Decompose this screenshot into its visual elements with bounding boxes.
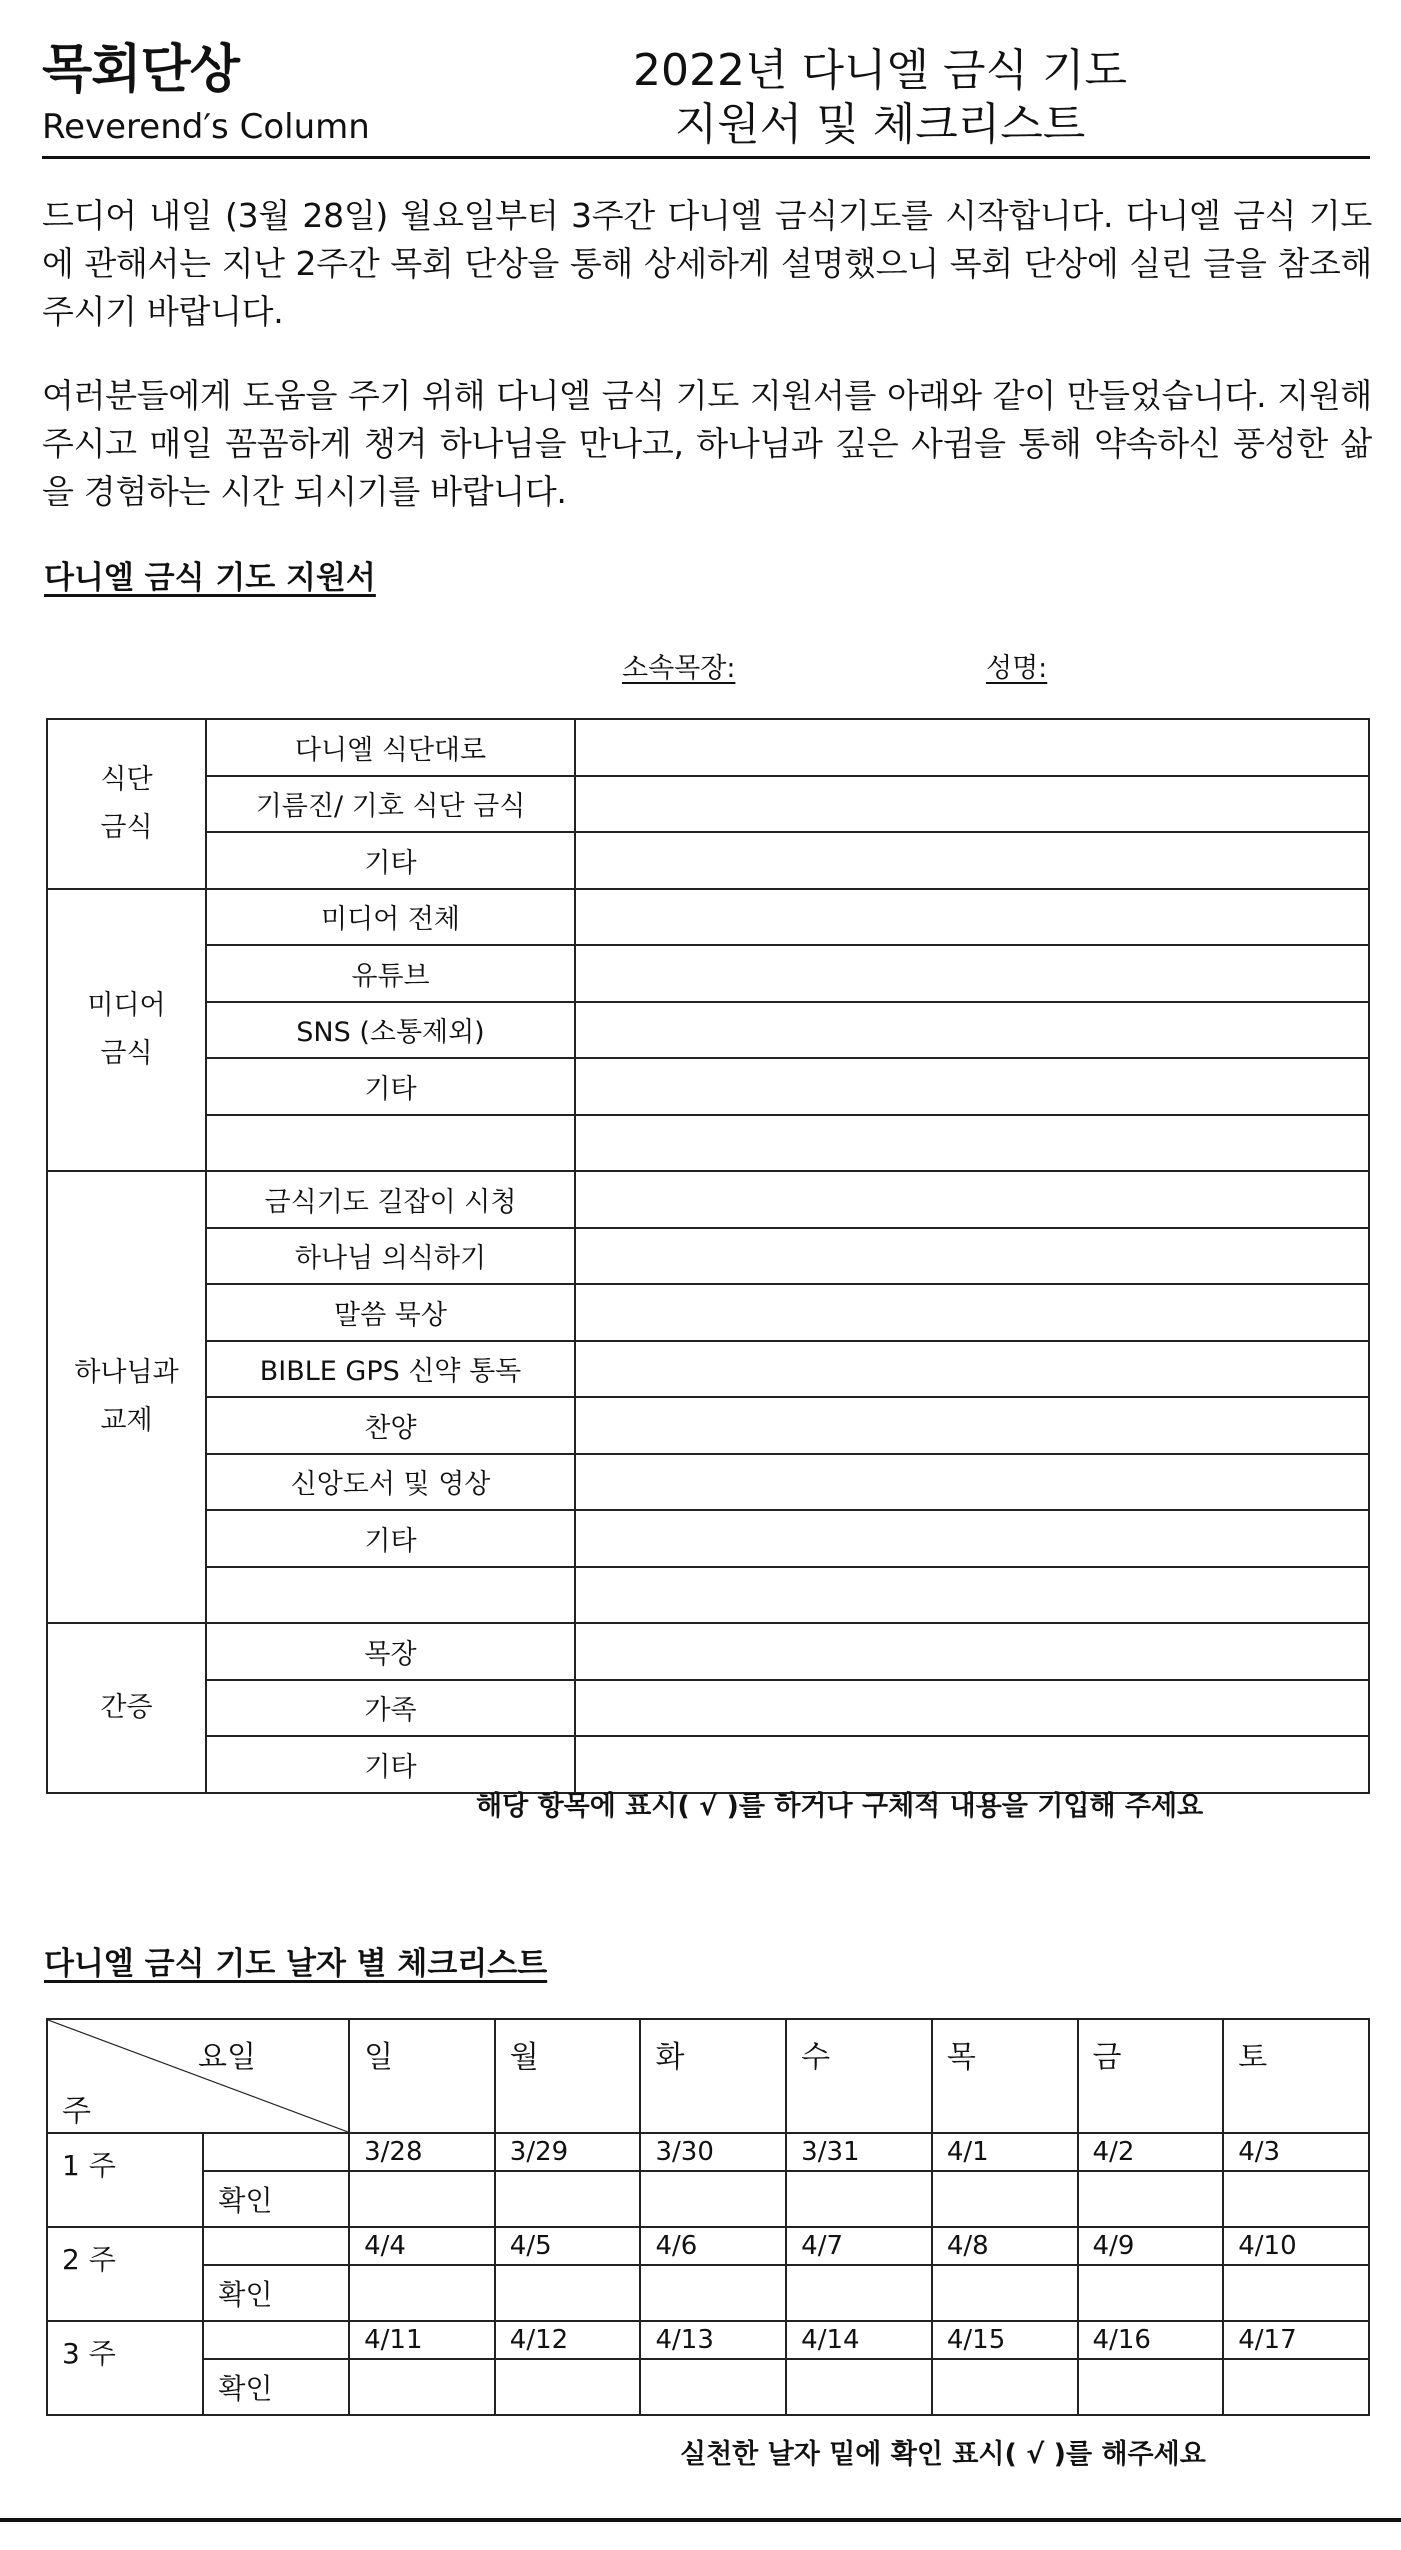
entry-field[interactable]: [575, 889, 1369, 946]
entry-field[interactable]: [575, 945, 1369, 1002]
confirm-check-cell[interactable]: [1078, 2265, 1224, 2321]
item-label: 기타: [206, 1058, 575, 1115]
entry-field[interactable]: [575, 1058, 1369, 1115]
entry-field[interactable]: [575, 1228, 1369, 1285]
column-title: 목회단상: [42, 40, 239, 100]
category-cell: [47, 1171, 206, 1623]
date-cell: 4/10: [1223, 2227, 1369, 2265]
document-title-line1: 2022년 다니엘 금식 기도: [633, 45, 1127, 96]
day-header: 목: [932, 2019, 1078, 2133]
item-label: 금식기도 길잡이 시청: [206, 1171, 575, 1228]
item-label: 기타: [206, 1510, 575, 1567]
confirm-check-cell[interactable]: [495, 2171, 641, 2227]
application-row: [47, 1567, 1369, 1624]
confirm-check-cell[interactable]: [640, 2171, 786, 2227]
application-row: [47, 1454, 1369, 1511]
item-label: 기타: [206, 832, 575, 889]
confirm-check-cell[interactable]: [786, 2359, 932, 2415]
item-label: [206, 1115, 575, 1172]
entry-field[interactable]: [575, 1341, 1369, 1398]
date-cell: 4/15: [932, 2321, 1078, 2359]
entry-field[interactable]: [575, 1510, 1369, 1567]
confirm-check-cell[interactable]: [932, 2171, 1078, 2227]
confirm-check-cell[interactable]: [932, 2359, 1078, 2415]
sub-blank-cell: [203, 2321, 349, 2359]
item-label: 기름진/ 기호 식단 금식: [206, 776, 575, 833]
entry-field[interactable]: [575, 832, 1369, 889]
application-title: 다니엘 금식 기도 지원서: [44, 560, 376, 596]
date-cell: 4/9: [1078, 2227, 1224, 2265]
item-label: 기타: [206, 1736, 575, 1793]
item-label: [206, 1567, 575, 1624]
category-label-line2: 금식: [100, 811, 153, 843]
confirm-check-cell[interactable]: [1078, 2171, 1224, 2227]
date-cell: 4/6: [640, 2227, 786, 2265]
confirm-check-cell[interactable]: [495, 2359, 641, 2415]
application-row: [47, 1171, 1369, 1228]
application-row: [47, 832, 1369, 889]
application-row: [47, 1510, 1369, 1567]
corner-cell: [47, 2019, 349, 2133]
item-label: 하나님 의식하기: [206, 1228, 575, 1285]
document-title-line2: 지원서 및 체크리스트: [674, 99, 1086, 150]
corner-week-label: 주: [62, 2094, 91, 2129]
date-cell: 3/31: [786, 2133, 932, 2171]
day-header: 월: [495, 2019, 641, 2133]
checklist-header-row: [47, 2019, 1369, 2133]
entry-field[interactable]: [575, 1002, 1369, 1059]
confirm-check-cell[interactable]: [1223, 2265, 1369, 2321]
entry-field[interactable]: [575, 1397, 1369, 1454]
date-cell: 4/2: [1078, 2133, 1224, 2171]
date-cell: 3/28: [349, 2133, 495, 2171]
corner-day-label: 요일: [198, 2040, 256, 2075]
intro-paragraph-2: 여러분들에게 도움을 주기 위해 다니엘 금식 기도 지원서를 아래와 같이 만들었습니다. 지원해 주시고 매일 꼼꼼하게 챙겨 하나님을 만나고, 하나님과 깊은 사귐을 통해 약속하신 풍성한 삶을 경험하는 시간 되시기를 바랍니다.: [42, 376, 1372, 511]
entry-field[interactable]: [575, 1623, 1369, 1680]
application-row: [47, 1680, 1369, 1737]
application-note: 해당 항목에 표시( √ )를 하거나 구체적 내용을 기입해 주세요: [476, 1791, 1204, 1822]
column-header: [42, 38, 370, 148]
date-cell: 3/30: [640, 2133, 786, 2171]
item-label: SNS (소통제외): [206, 1002, 575, 1059]
item-label: 유튜브: [206, 945, 575, 1002]
entry-field[interactable]: [575, 1454, 1369, 1511]
confirm-label: 확인: [203, 2171, 349, 2227]
week-label: 2 주: [47, 2227, 203, 2321]
application-table: [46, 718, 1370, 1794]
entry-field[interactable]: [575, 719, 1369, 776]
week-date-row: [47, 2321, 1369, 2359]
checklist-table: [46, 2018, 1370, 2416]
application-row: [47, 945, 1369, 1002]
checklist-note: 실천한 날자 밑에 확인 표시( √ )를 해주세요: [680, 2439, 1206, 2470]
item-label: 미디어 전체: [206, 889, 575, 946]
confirm-check-cell[interactable]: [640, 2265, 786, 2321]
date-cell: 4/16: [1078, 2321, 1224, 2359]
application-row: [47, 1115, 1369, 1172]
date-cell: 4/3: [1223, 2133, 1369, 2171]
item-label: 찬양: [206, 1397, 575, 1454]
date-cell: 4/1: [932, 2133, 1078, 2171]
confirm-label: 확인: [203, 2359, 349, 2415]
day-header: 수: [786, 2019, 932, 2133]
sub-blank-cell: [203, 2133, 349, 2171]
confirm-check-cell[interactable]: [640, 2359, 786, 2415]
confirm-label: 확인: [203, 2265, 349, 2321]
application-row: [47, 889, 1369, 946]
confirm-check-cell[interactable]: [349, 2171, 495, 2227]
item-label: BIBLE GPS 신약 통독: [206, 1341, 575, 1398]
week-confirm-row: [47, 2265, 1369, 2321]
application-row: [47, 1397, 1369, 1454]
confirm-check-cell[interactable]: [786, 2265, 932, 2321]
entry-field[interactable]: [575, 1171, 1369, 1228]
day-header: 일: [349, 2019, 495, 2133]
confirm-check-cell[interactable]: [349, 2359, 495, 2415]
confirm-check-cell[interactable]: [349, 2265, 495, 2321]
week-confirm-row: [47, 2359, 1369, 2415]
category-label-line1: 간증: [100, 1691, 153, 1723]
date-cell: 4/13: [640, 2321, 786, 2359]
checklist-title: 다니엘 금식 기도 날자 별 체크리스트: [44, 1946, 548, 1982]
category-cell: [47, 1623, 206, 1793]
day-header: 화: [640, 2019, 786, 2133]
application-row: [47, 1002, 1369, 1059]
date-cell: 4/17: [1223, 2321, 1369, 2359]
item-label: 가족: [206, 1680, 575, 1737]
entry-field[interactable]: [575, 1284, 1369, 1341]
date-cell: 3/29: [495, 2133, 641, 2171]
category-label-line1: 미디어: [87, 989, 166, 1021]
week-date-row: [47, 2227, 1369, 2265]
application-row: [47, 719, 1369, 776]
name-field-label: 성명:: [986, 653, 1048, 684]
date-cell: 4/8: [932, 2227, 1078, 2265]
date-cell: 4/7: [786, 2227, 932, 2265]
date-cell: 4/5: [495, 2227, 641, 2265]
category-label-line2: 금식: [100, 1037, 153, 1069]
confirm-check-cell[interactable]: [1223, 2171, 1369, 2227]
date-cell: 4/14: [786, 2321, 932, 2359]
category-cell: [47, 719, 206, 889]
item-label: 다니엘 식단대로: [206, 719, 575, 776]
application-row: [47, 1228, 1369, 1285]
application-row: [47, 1623, 1369, 1680]
entry-field[interactable]: [575, 1567, 1369, 1624]
confirm-check-cell[interactable]: [786, 2171, 932, 2227]
confirm-check-cell[interactable]: [932, 2265, 1078, 2321]
entry-field[interactable]: [575, 776, 1369, 833]
day-header: 금: [1078, 2019, 1224, 2133]
date-cell: 4/12: [495, 2321, 641, 2359]
item-label: 말씀 묵상: [206, 1284, 575, 1341]
application-row: [47, 1058, 1369, 1115]
confirm-check-cell[interactable]: [1078, 2359, 1224, 2415]
category-label-line2: 교제: [100, 1405, 153, 1436]
item-label: 목장: [206, 1623, 575, 1680]
week-date-row: [47, 2133, 1369, 2171]
confirm-check-cell[interactable]: [495, 2265, 641, 2321]
date-cell: 4/4: [349, 2227, 495, 2265]
entry-field[interactable]: [575, 1115, 1369, 1172]
week-confirm-row: [47, 2171, 1369, 2227]
bottom-divider: [0, 2518, 1401, 2522]
week-label: 1 주: [47, 2133, 203, 2227]
application-row: [47, 1341, 1369, 1398]
confirm-check-cell[interactable]: [1223, 2359, 1369, 2415]
document-title: [620, 44, 1140, 152]
date-cell: 4/11: [349, 2321, 495, 2359]
category-label-line1: 식단: [100, 763, 153, 795]
intro-paragraph-1: 드디어 내일 (3월 28일) 월요일부터 3주간 다니엘 금식기도를 시작합니다. 다니엘 금식 기도에 관해서는 지난 2주간 목회 단상을 통해 상세하게 설명했으니 목회 단상에 실린 글을 참조해 주시기 바랍니다.: [42, 196, 1372, 331]
header-divider: [42, 156, 1370, 159]
sub-blank-cell: [203, 2227, 349, 2265]
application-row: [47, 1284, 1369, 1341]
group-field-label: 소속목장:: [622, 653, 736, 684]
category-cell: [47, 889, 206, 1172]
entry-field[interactable]: [575, 1680, 1369, 1737]
category-label-line1: 하나님과: [74, 1357, 179, 1388]
week-label: 3 주: [47, 2321, 203, 2415]
item-label: 신앙도서 및 영상: [206, 1454, 575, 1511]
application-row: [47, 776, 1369, 833]
column-subtitle: Reverend′s Column: [42, 107, 370, 147]
day-header: 토: [1223, 2019, 1369, 2133]
